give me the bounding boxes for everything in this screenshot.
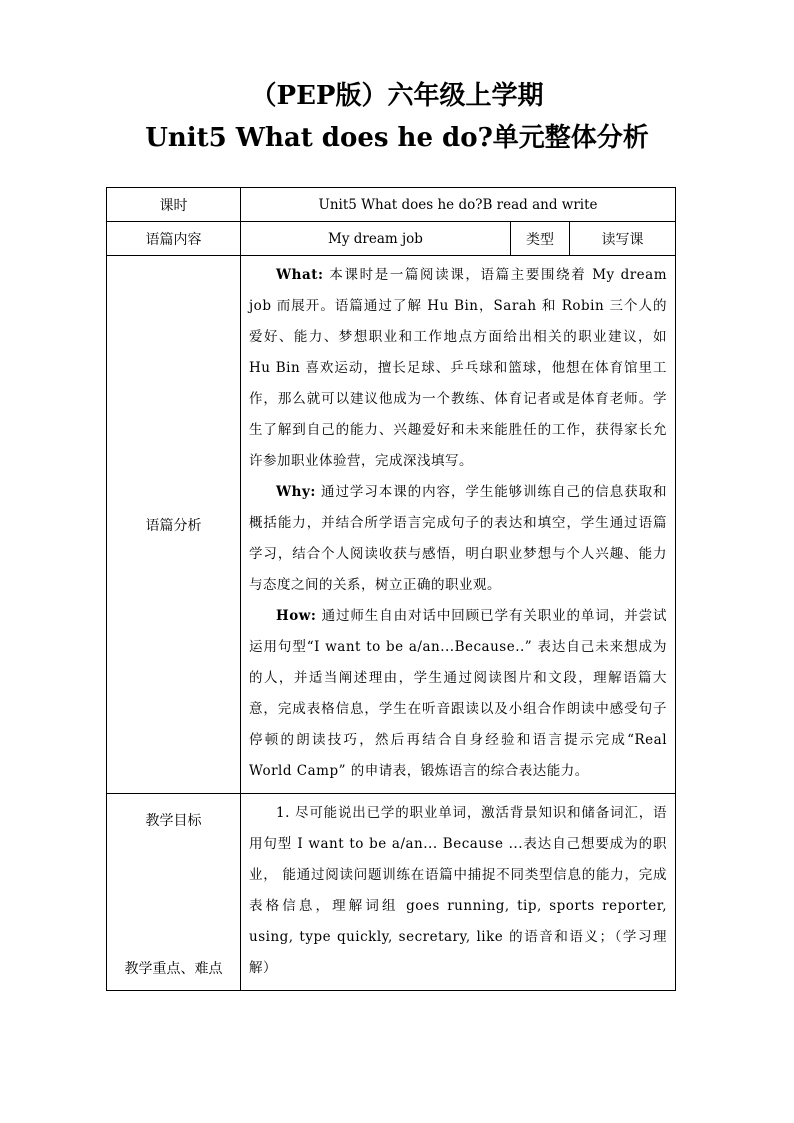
what-text: 本课时是一篇阅读课，语篇主要围绕着 My dream job 而展开。语篇通过了解 Hu Bin，Sarah 和 Robin 三个人的爱好、能力、梦想职业和工作地点方面给出相关的职业建议，如 Hu Bin 喜欢运动，擅长足球、乒乓球和篮球，他想在体育馆里工作，那么就可以建议他成为一个教练、体育记者或是体育老师。学生了解到自己的能力、兴趣爱好和未来能胜任的工作，获得家长允许参加职业体验营，完成深浅填写。 xyxy=(249,267,668,469)
goal-1: 1. 尽可能说出已学的职业单词，激活背景知识和储备词汇，语用句型 I want to be a/an... Because ...表达自己想要成为的职业， 能通过阅读问题训练在语篇中捕捉不同类型信息的能力，完成表格信息，理解词组 goes running, tip, sports reporter, using, type quickly, secretary, like 的语音和语义；（学习理解） xyxy=(249,805,668,976)
table-row-content xyxy=(107,222,676,256)
goals-body xyxy=(241,794,676,991)
content-label: 语篇内容 xyxy=(107,222,241,256)
goals-label: 教学目标 xyxy=(145,813,202,829)
unit-analysis-table xyxy=(106,187,676,991)
type-value: 读写课 xyxy=(570,222,676,256)
lesson-value: Unit5 What does he do?B read and write xyxy=(241,188,676,222)
table-row-goals xyxy=(107,794,676,991)
why-paragraph xyxy=(249,477,667,601)
document-title-line2: Unit5 What does he do?单元整体分析 xyxy=(145,123,649,153)
analysis-body xyxy=(241,256,676,794)
table-row-analysis xyxy=(107,256,676,794)
analysis-label: 语篇分析 xyxy=(107,256,241,794)
why-text: 通过学习本课的内容，学生能够训练自己的信息获取和概括能力，并结合所学语言完成句子的表达和填空，学生通过语篇学习，结合个人阅读收获与感悟，明白职业梦想与个人兴趣、能力与态度之间的关系，树立正确的职业观。 xyxy=(249,484,668,593)
table-row-lesson xyxy=(107,188,676,222)
what-keyword: What: xyxy=(276,267,324,283)
why-keyword: Why: xyxy=(276,484,316,500)
type-label: 类型 xyxy=(511,222,570,256)
how-text: 通过师生自由对话中回顾已学有关职业的单词，并尝试运用句型“I want to be a/an...Because..” 表达自己未来想成为的人，并适当阐述理由，学生通过阅读图片和文段，理解语篇大意，完成表格信息，学生在听音跟读以及小组合作朗读中感受句子停顿的朗读技巧，然后再结合自身经验和语言提示完成“Real World Camp” 的申请表，锻炼语言的综合表达能力。 xyxy=(249,608,668,779)
what-paragraph xyxy=(249,260,667,477)
goals-label-cell xyxy=(107,794,241,991)
content-value: My dream job xyxy=(241,222,511,256)
lesson-label: 课时 xyxy=(107,188,241,222)
document-title-line1: （PEP版）六年级上学期 xyxy=(250,81,544,111)
key-points-label: 教学重点、难点 xyxy=(124,961,223,977)
how-paragraph xyxy=(249,601,667,787)
how-keyword: How: xyxy=(276,608,317,624)
